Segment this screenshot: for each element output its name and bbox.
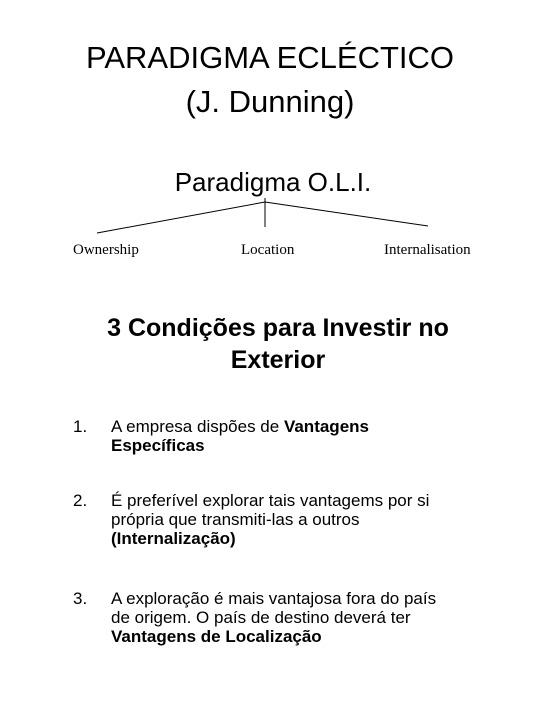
branch-internalisation: Internalisation bbox=[384, 242, 471, 258]
branch-ownership: Ownership bbox=[73, 242, 139, 258]
item-2-bold: (Internalização) bbox=[111, 529, 236, 548]
list-item-text bbox=[111, 417, 511, 455]
title-line-2: (J. Dunning) bbox=[185, 84, 355, 119]
page-title bbox=[0, 36, 540, 124]
diagram-connector-lines bbox=[0, 195, 540, 235]
list-item-text bbox=[111, 491, 511, 548]
item-1-text: A empresa dispões de bbox=[111, 417, 284, 436]
title-line-1: PARADIGMA ECLÉCTICO bbox=[85, 40, 455, 75]
list-item-number: 3. bbox=[73, 589, 88, 608]
diagram-root-label: Paradigma O.L.I. bbox=[174, 167, 372, 197]
branch-location: Location bbox=[241, 242, 295, 258]
conditions-heading bbox=[0, 312, 540, 376]
conditions-heading-line-2: Exterior bbox=[230, 346, 326, 374]
item-3-bold: Vantagens de Localização bbox=[111, 627, 322, 646]
item-3-line-1: A exploração é mais vantajosa fora do país bbox=[111, 589, 437, 608]
item-1-bold-a: Vantagens bbox=[283, 417, 369, 436]
conditions-heading-line-1: 3 Condições para Investir no bbox=[107, 314, 449, 342]
item-3-line-2: de origem. O país de destino deverá ter bbox=[111, 608, 411, 627]
connector-left bbox=[97, 202, 265, 233]
item-2-line-2: própria que transmiti-las a outros bbox=[111, 510, 360, 529]
item-2-line-1: É preferível explorar tais vantagems por si bbox=[111, 491, 430, 510]
list-item-number: 1. bbox=[73, 417, 88, 436]
connector-right bbox=[265, 202, 428, 226]
list-item-text bbox=[111, 589, 511, 646]
list-item-number: 2. bbox=[73, 491, 88, 510]
item-1-bold-b: Específicas bbox=[111, 436, 205, 455]
